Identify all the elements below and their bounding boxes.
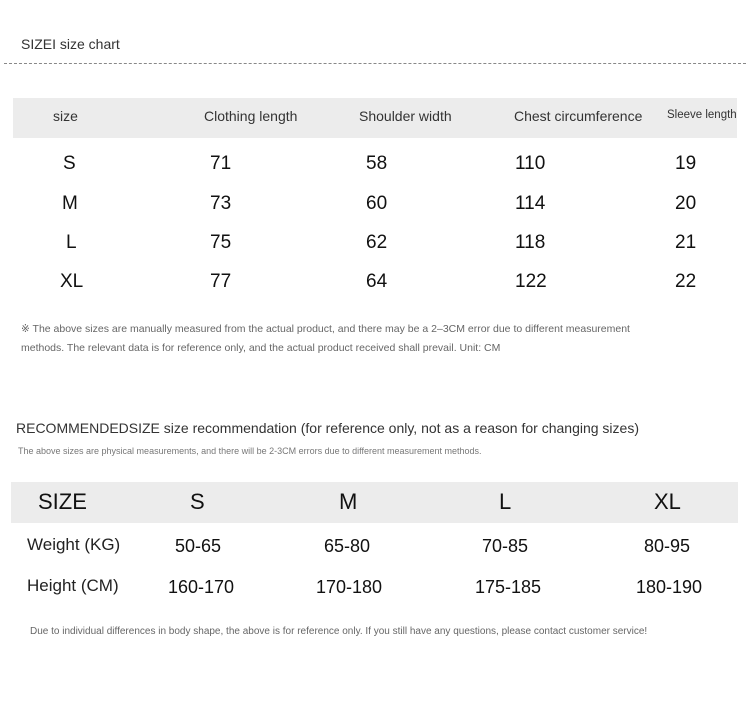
- size-table-cell: 19: [675, 153, 697, 174]
- size-table-cell: 60: [366, 193, 388, 214]
- recommendation-cell: 170-180: [316, 577, 383, 597]
- recommendation-subtitle: The above sizes are physical measurements, and there will be 2-3CM errors due to different measurement methods.: [18, 446, 482, 456]
- recommendation-header-m: M: [339, 489, 358, 514]
- size-table-cell: 75: [210, 232, 232, 253]
- recommendation-title: RECOMMENDEDSIZE size recommendation (for reference only, not as a reason for changing sizes): [16, 420, 639, 436]
- size-table-cell: 21: [675, 232, 697, 253]
- recommendation-cell: 160-170: [168, 577, 235, 597]
- size-table-cell: 71: [210, 153, 232, 174]
- size-table-cell: 62: [366, 232, 388, 253]
- size-table-cell: 64: [366, 271, 388, 292]
- recommendation-header-size: SIZE: [38, 489, 87, 514]
- size-table-cell: 73: [210, 193, 232, 214]
- recommendation-row-label-height: Height (CM): [27, 576, 119, 595]
- size-table-cell: 58: [366, 153, 388, 174]
- size-table-cell: 118: [515, 232, 546, 253]
- recommendation-cell: 50-65: [175, 536, 222, 556]
- size-chart-title: SIZEI size chart: [21, 36, 120, 52]
- recommendation-header-xl: XL: [654, 489, 681, 514]
- recommendation-header-s: S: [190, 489, 205, 514]
- size-table-header-sleeve-length: Sleeve length: [667, 109, 737, 121]
- size-chart-note-line-2: methods. The relevant data is for reference only, and the actual product received shall prevail. Unit: CM: [21, 342, 501, 354]
- size-table-cell: 122: [515, 271, 547, 292]
- size-table-header-size: size: [53, 108, 78, 124]
- size-table-cell: 22: [675, 271, 697, 292]
- size-table-cell: S: [63, 153, 76, 174]
- dashed-divider: [4, 63, 746, 64]
- recommendation-header-l: L: [499, 489, 512, 514]
- size-table-cell: XL: [60, 271, 84, 292]
- size-table-cell: 110: [515, 153, 546, 174]
- recommendation-cell: 65-80: [324, 536, 371, 556]
- size-table-cell: 114: [515, 193, 546, 214]
- recommendation-cell: 175-185: [475, 577, 542, 597]
- size-table-cell: 20: [675, 193, 697, 214]
- size-table-cell: 77: [210, 271, 232, 292]
- size-table-cell: M: [62, 193, 78, 214]
- recommendation-row-label-weight: Weight (KG): [27, 535, 121, 554]
- recommendation-table-header-band: [11, 482, 738, 523]
- size-chart-note-line-1: ※ The above sizes are manually measured from the actual product, and there may be a 2–3CM error due to different measurement: [21, 323, 630, 335]
- size-table-header-clothing-length: Clothing length: [204, 108, 298, 124]
- size-table-header-shoulder-width: Shoulder width: [359, 108, 452, 124]
- size-table-cell: L: [66, 232, 77, 253]
- recommendation-cell: 180-190: [636, 577, 703, 597]
- recommendation-cell: 70-85: [482, 536, 529, 556]
- recommendation-cell: 80-95: [644, 536, 691, 556]
- size-table-header-chest-circumference: Chest circumference: [514, 108, 643, 124]
- recommendation-footer-note: Due to individual differences in body shape, the above is for reference only. If you still have any questions, please contact customer service!: [30, 626, 648, 637]
